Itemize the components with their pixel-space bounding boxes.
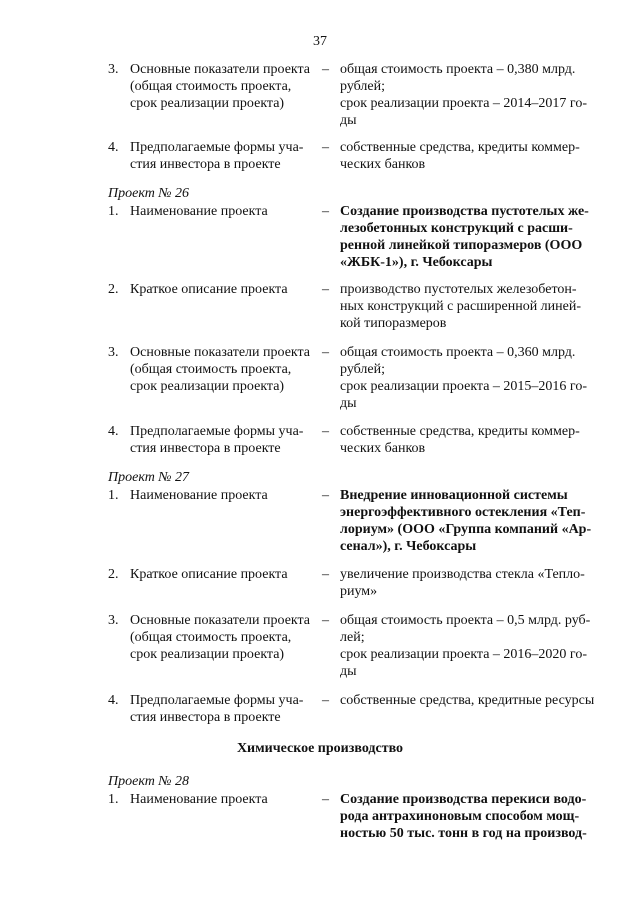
item-number: 2. bbox=[108, 282, 119, 297]
dash: – bbox=[322, 488, 329, 503]
section-heading: Химическое производство bbox=[236, 741, 404, 756]
item-value: собственные средства, кредиты коммер- ческих банков bbox=[340, 140, 580, 172]
item-value: общая стоимость проекта – 0,360 млрд. рублей; срок реализации проекта – 2015–2016 го- ды bbox=[340, 345, 587, 411]
dash: – bbox=[322, 204, 329, 219]
item-value: собственные средства, кредиты коммер- ческих банков bbox=[340, 424, 580, 456]
item-number: 4. bbox=[108, 140, 119, 155]
page-number: 37 bbox=[313, 34, 327, 49]
item-number: 1. bbox=[108, 488, 119, 503]
item-value: производство пустотелых железобетон- ных конструкций с расширенной линей- кой типоразмеров bbox=[340, 282, 582, 331]
item-label: Наименование проекта bbox=[130, 204, 268, 219]
dash: – bbox=[322, 613, 329, 628]
dash: – bbox=[322, 424, 329, 439]
item-number: 3. bbox=[108, 62, 119, 77]
item-label: Основные показатели проекта (общая стоимость проекта, срок реализации проекта) bbox=[130, 613, 311, 662]
dash: – bbox=[322, 140, 329, 155]
item-label: Предполагаемые формы уча- стия инвестора в проекте bbox=[130, 424, 304, 456]
item-label: Предполагаемые формы уча- стия инвестора в проекте bbox=[130, 693, 304, 725]
item-label: Наименование проекта bbox=[130, 488, 268, 503]
project-title: Создание производства пустотелых же- лезобетонных конструкций с расши- ренной линейкой типоразмеров (ООО «ЖБК-1»), г. Чебоксары bbox=[340, 204, 589, 270]
item-number: 1. bbox=[108, 792, 119, 807]
item-label: Краткое описание проекта bbox=[130, 282, 288, 297]
item-value: общая стоимость проекта – 0,5 млрд. руб- лей; срок реализации проекта – 2016–2020 го- ды bbox=[340, 613, 591, 679]
item-label: Наименование проекта bbox=[130, 792, 268, 807]
dash: – bbox=[322, 282, 329, 297]
dash: – bbox=[322, 62, 329, 77]
item-label: Краткое описание проекта bbox=[130, 567, 288, 582]
item-number: 1. bbox=[108, 204, 119, 219]
item-value: общая стоимость проекта – 0,380 млрд. рублей; срок реализации проекта – 2014–2017 го- ды bbox=[340, 62, 587, 128]
item-number: 3. bbox=[108, 613, 119, 628]
item-number: 2. bbox=[108, 567, 119, 582]
item-number: 4. bbox=[108, 424, 119, 439]
item-number: 3. bbox=[108, 345, 119, 360]
item-label: Основные показатели проекта (общая стоимость проекта, срок реализации проекта) bbox=[130, 62, 311, 111]
project-heading: Проект № 26 bbox=[108, 186, 189, 201]
project-heading: Проект № 27 bbox=[108, 470, 189, 485]
project-title: Создание производства перекиси водо- рода антрахиноновым способом мощ- ностью 50 тыс. тонн в год на производ- bbox=[340, 792, 587, 841]
item-label: Основные показатели проекта (общая стоимость проекта, срок реализации проекта) bbox=[130, 345, 311, 394]
dash: – bbox=[322, 567, 329, 582]
project-heading: Проект № 28 bbox=[108, 774, 189, 789]
item-label: Предполагаемые формы уча- стия инвестора в проекте bbox=[130, 140, 304, 172]
project-title: Внедрение инновационной системы энергоэффективного остекления «Теп- лориум» (ООО «Группа компаний «Ар- сенал»), г. Чебоксары bbox=[340, 488, 592, 554]
item-number: 4. bbox=[108, 693, 119, 708]
dash: – bbox=[322, 345, 329, 360]
item-value: увеличение производства стекла «Тепло- риум» bbox=[340, 567, 585, 599]
item-value: собственные средства, кредитные ресурсы bbox=[340, 693, 595, 708]
dash: – bbox=[322, 693, 329, 708]
dash: – bbox=[322, 792, 329, 807]
